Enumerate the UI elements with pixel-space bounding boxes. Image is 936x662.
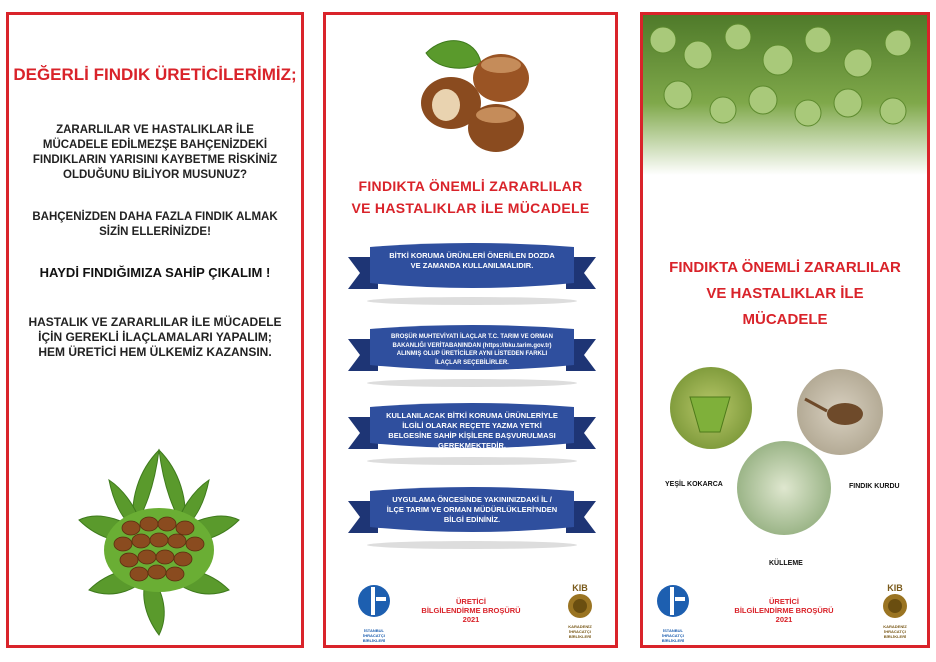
info-ribbon-text: KULLANILACAK BİTKİ KORUMA ÜRÜNLERİYLE İLGİLİ OLARAK REÇETE YAZMA YETKİ BELGESİNE SAHİP KİŞİLERE BAŞVURULMASI GEREKMEKTEDİR. (386, 411, 558, 450)
left-panel-slogan: HAYDİ FINDIĞIMIZA SAHİP ÇIKALIM ! (39, 265, 271, 280)
powdery-mildew-label: KÜLLEME (769, 560, 803, 567)
brochure-caption: ÜRETİCİ BİLGİLENDİRME BROŞÜRÜ 2021 (734, 597, 834, 624)
info-ribbon-text: BİTKİ KORUMA ÜRÜNLERİ ÖNERİLEN DOZDA VE ZAMANDA KULLANILMALIDIR. (389, 251, 555, 270)
brochure-caption: ÜRETİCİ BİLGİLENDİRME BROŞÜRÜ 2021 (421, 597, 521, 624)
karadeniz-exporters-logo: KIB KARADENİZ İHRACATÇI BİRLİKLERİ (883, 583, 907, 639)
istanbul-exporters-logo: İSTANBUL İHRACATÇI BİRLİKLERİ (356, 583, 392, 633)
middle-title-line1: FINDIKTA ÖNEMLİ ZARARLILAR (358, 178, 583, 194)
powdery-mildew-photo (737, 441, 831, 535)
left-panel (6, 12, 304, 648)
info-ribbon (348, 403, 596, 467)
middle-title-line2: VE HASTALIKLAR İLE MÜCADELE (351, 200, 590, 216)
green-stink-bug-photo (670, 367, 752, 449)
left-panel-heading: DEĞERLİ FINDIK ÜRETİCİLERİMİZ; (13, 65, 297, 84)
hazelnuts-image (406, 33, 546, 158)
info-ribbon (348, 243, 596, 307)
info-ribbon-text: BROŞÜR MUHTEVİYATI İLAÇLAR T.C. TARIM VE ORMAN BAKANLIĞI VERİTABANINDAN (https://bku.tarim.gov.tr) ALINMIŞ OLUP ÜRETİCİLER AYNI LİSTEDEN FARKLI İLAÇLAR SEÇEBİLİRLER. (391, 334, 553, 366)
karadeniz-exporters-logo: KIB KARADENİZ İHRACATÇI BİRLİKLERİ (568, 583, 592, 639)
left-panel-question: ZARARLILAR VE HASTALIKLAR İLE MÜCADELE EDİLMEZŞE BAHÇENİZDEKİ FINDIKLARIN YARISINI KAYBETME RİSKİNİZ OLDUĞUNU BİLİYOR MUSUNUZ? (32, 124, 278, 181)
istanbul-exporters-logo: İSTANBUL İHRACATÇI BİRLİKLERİ (655, 583, 691, 633)
left-panel-statement: BAHÇENİZDEN DAHA FAZLA FINDIK ALMAK SİZİN ELLERİNİZDE! (32, 211, 278, 238)
nut-weevil-photo (797, 369, 883, 455)
nut-weevil-label: FINDIK KURDU (849, 483, 900, 490)
hazelnut-cluster-photo (643, 15, 927, 175)
right-panel-title: FINDIKTA ÖNEMLİ ZARARLILAR VE HASTALIKLAR İLE MÜCADELE (669, 259, 901, 328)
left-panel-call-to-action: HASTALIK VE ZARARLILAR İLE MÜCADELE İÇİN GEREKLİ İLAÇLAMALARI YAPALIM; HEM ÜRETİCİ HEM ÜLKEMİZ KAZANSIN. (28, 315, 282, 359)
middle-panel (323, 12, 618, 648)
info-ribbon-text: UYGULAMA ÖNCESİNDE YAKININIZDAKİ İL / İLÇE TARIM VE ORMAN MÜDÜRLÜKLERİ'NDEN BİLGİ EDİNİNİZ. (386, 495, 558, 524)
middle-panel-title (336, 175, 605, 219)
green-stink-bug-label: YEŞİL KOKARCA (665, 481, 723, 488)
info-ribbon (348, 487, 596, 551)
right-panel (640, 12, 930, 648)
info-ribbon (348, 325, 596, 389)
hazelnut-leaves-image (69, 440, 249, 640)
